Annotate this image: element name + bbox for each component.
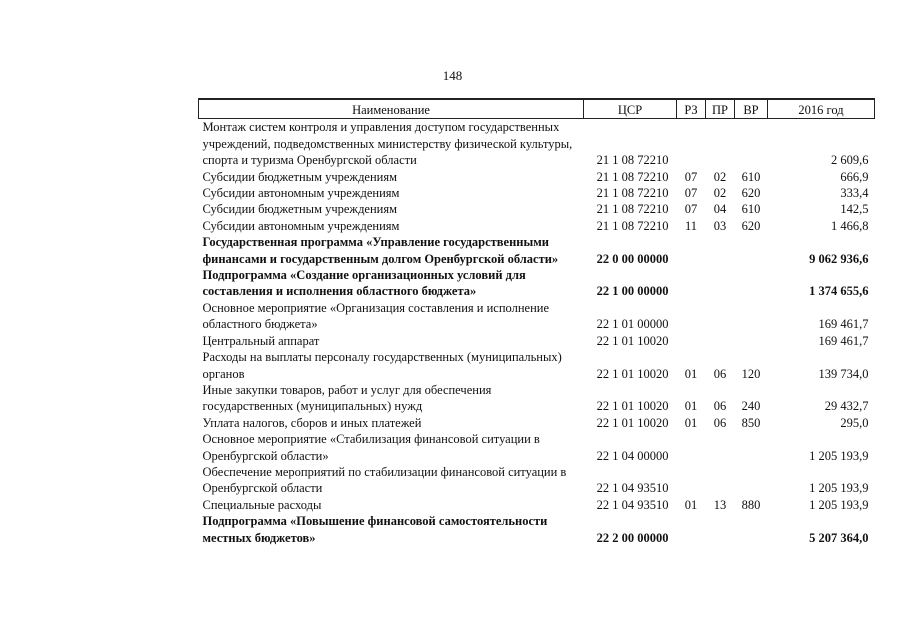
table-row	[199, 382, 875, 415]
table-row	[199, 333, 875, 349]
header-vr: ВР	[735, 99, 768, 119]
row-csr-cell: 22 1 00 00000	[596, 284, 669, 299]
row-vr-cell	[735, 234, 768, 267]
row-pr-cell	[706, 234, 735, 267]
row-rz-cell	[677, 513, 706, 546]
row-rz-cell	[677, 300, 706, 333]
row-rz-cell: 01	[684, 399, 698, 414]
row-name-cell: Субсидии автономным учреждениям	[202, 186, 400, 201]
row-vr-cell: 610	[741, 169, 761, 184]
table-row	[199, 185, 875, 201]
row-vr-cell: 240	[741, 399, 761, 414]
row-rz-cell: 07	[684, 202, 698, 217]
row-rz-cell	[677, 333, 706, 349]
row-vr-cell: 880	[741, 497, 761, 512]
row-sum-cell: 142,5	[840, 202, 869, 217]
row-sum-cell: 29 432,7	[824, 399, 869, 414]
row-csr-cell: 21 1 08 72210	[596, 186, 669, 201]
row-rz-cell: 01	[684, 366, 698, 381]
row-vr-cell	[735, 464, 768, 497]
row-pr-cell: 02	[713, 169, 727, 184]
row-sum-cell: 139 734,0	[818, 366, 869, 381]
table-row	[199, 201, 875, 217]
row-csr-cell: 21 1 08 72210	[596, 153, 669, 168]
table-row	[199, 513, 875, 546]
table-row	[199, 169, 875, 185]
row-pr-cell: 06	[713, 366, 727, 381]
row-vr-cell: 850	[741, 415, 761, 430]
row-sum-cell: 1 205 193,9	[809, 448, 869, 463]
row-sum-cell: 2 609,6	[831, 153, 869, 168]
row-rz-cell: 07	[684, 169, 698, 184]
row-pr-cell: 02	[713, 186, 727, 201]
row-vr-cell	[735, 267, 768, 300]
table-row	[199, 349, 875, 382]
row-pr-cell: 06	[713, 399, 727, 414]
row-csr-cell: 22 0 00 00000	[596, 251, 669, 266]
budget-table	[198, 98, 875, 546]
table-row	[199, 300, 875, 333]
row-rz-cell: 11	[684, 218, 698, 233]
row-csr-cell: 22 1 01 10020	[596, 415, 669, 430]
header-pr: ПР	[706, 99, 735, 119]
table-row	[199, 431, 875, 464]
row-sum-cell: 169 461,7	[818, 333, 869, 348]
header-csr: ЦСР	[584, 99, 677, 119]
row-vr-cell: 610	[741, 202, 761, 217]
row-name-cell: Основное мероприятие «Стабилизация финансовой ситуации в Оренбургской области»	[202, 432, 540, 463]
row-csr-cell: 22 1 01 10020	[596, 333, 669, 348]
row-rz-cell: 01	[684, 497, 698, 512]
row-csr-cell: 21 1 08 72210	[596, 169, 669, 184]
row-name-cell: Обеспечение мероприятий по стабилизации финансовой ситуации в Оренбургской области	[202, 464, 567, 496]
row-sum-cell: 1 374 655,6	[809, 284, 869, 299]
table-row	[199, 234, 875, 267]
row-csr-cell: 22 1 04 93510	[596, 481, 669, 496]
row-name-cell: Уплата налогов, сборов и иных платежей	[202, 415, 422, 430]
row-sum-cell: 169 461,7	[818, 317, 869, 332]
row-rz-cell	[677, 267, 706, 300]
row-name-cell: Субсидии бюджетным учреждениям	[202, 202, 398, 217]
row-pr-cell	[706, 333, 735, 349]
row-pr-cell	[706, 431, 735, 464]
row-pr-cell	[706, 267, 735, 300]
row-pr-cell: 03	[713, 218, 727, 233]
row-pr-cell	[706, 300, 735, 333]
row-name-cell: Монтаж систем контроля и управления доступом государственных учреждений, подведомственных министерству физической культуры, спорта и туризма Оренбургской области	[202, 120, 573, 168]
row-vr-cell	[735, 300, 768, 333]
row-csr-cell: 22 1 01 10020	[596, 366, 669, 381]
row-pr-cell: 04	[713, 202, 727, 217]
row-rz-cell: 07	[684, 186, 698, 201]
header-name: Наименование	[199, 99, 584, 119]
table-header-row	[199, 99, 875, 119]
row-sum-cell: 5 207 364,0	[809, 530, 869, 545]
row-csr-cell: 22 1 04 00000	[596, 448, 669, 463]
row-sum-cell: 333,4	[840, 186, 869, 201]
row-vr-cell: 620	[741, 218, 761, 233]
row-name-cell: Субсидии бюджетным учреждениям	[202, 169, 398, 184]
row-pr-cell	[706, 119, 735, 169]
table-row	[199, 218, 875, 234]
header-rz: РЗ	[677, 99, 706, 119]
row-vr-cell	[735, 513, 768, 546]
row-rz-cell	[677, 119, 706, 169]
header-year: 2016 год	[768, 99, 875, 119]
row-name-cell: Иные закупки товаров, работ и услуг для обеспечения государственных (муниципальных) нужд	[202, 382, 492, 414]
table-row	[199, 464, 875, 497]
row-csr-cell: 22 2 00 00000	[596, 530, 669, 545]
row-csr-cell: 22 1 04 93510	[596, 497, 669, 512]
row-rz-cell	[677, 464, 706, 497]
row-name-cell: Расходы на выплаты персоналу государственных (муниципальных) органов	[202, 350, 562, 381]
row-vr-cell: 620	[741, 186, 761, 201]
row-name-cell: Подпрограмма «Повышение финансовой самостоятельности местных бюджетов»	[202, 514, 548, 545]
row-pr-cell: 06	[713, 415, 727, 430]
row-csr-cell: 21 1 08 72210	[596, 202, 669, 217]
row-name-cell: Основное мероприятие «Организация составления и исполнение областного бюджета»	[202, 300, 549, 332]
row-sum-cell: 1 466,8	[831, 218, 869, 233]
row-name-cell: Государственная программа «Управление государственными финансами и государственным долгом Оренбургской области»	[202, 235, 559, 266]
row-pr-cell	[706, 464, 735, 497]
table-row	[199, 119, 875, 169]
row-name-cell: Субсидии автономным учреждениям	[202, 218, 400, 233]
row-sum-cell: 295,0	[840, 415, 869, 430]
row-name-cell: Центральный аппарат	[202, 333, 320, 348]
row-csr-cell: 22 1 01 10020	[596, 399, 669, 414]
row-name-cell: Специальные расходы	[202, 497, 322, 512]
page-number: 148	[442, 68, 463, 83]
row-vr-cell	[735, 333, 768, 349]
table-row	[199, 267, 875, 300]
row-sum-cell: 9 062 936,6	[809, 251, 869, 266]
row-rz-cell	[677, 431, 706, 464]
row-csr-cell: 21 1 08 72210	[596, 218, 669, 233]
row-vr-cell	[735, 119, 768, 169]
row-rz-cell: 01	[684, 415, 698, 430]
table-row	[199, 497, 875, 513]
row-sum-cell: 1 205 193,9	[809, 497, 869, 512]
row-vr-cell: 120	[741, 366, 761, 381]
row-name-cell: Подпрограмма «Создание организационных условий для составления и исполнения областного бюджета»	[202, 268, 526, 299]
row-pr-cell	[706, 513, 735, 546]
row-pr-cell: 13	[713, 497, 727, 512]
table-row	[199, 415, 875, 431]
row-rz-cell	[677, 234, 706, 267]
row-sum-cell: 1 205 193,9	[809, 481, 869, 496]
row-sum-cell: 666,9	[840, 169, 869, 184]
row-vr-cell	[735, 431, 768, 464]
row-csr-cell: 22 1 01 00000	[596, 317, 669, 332]
